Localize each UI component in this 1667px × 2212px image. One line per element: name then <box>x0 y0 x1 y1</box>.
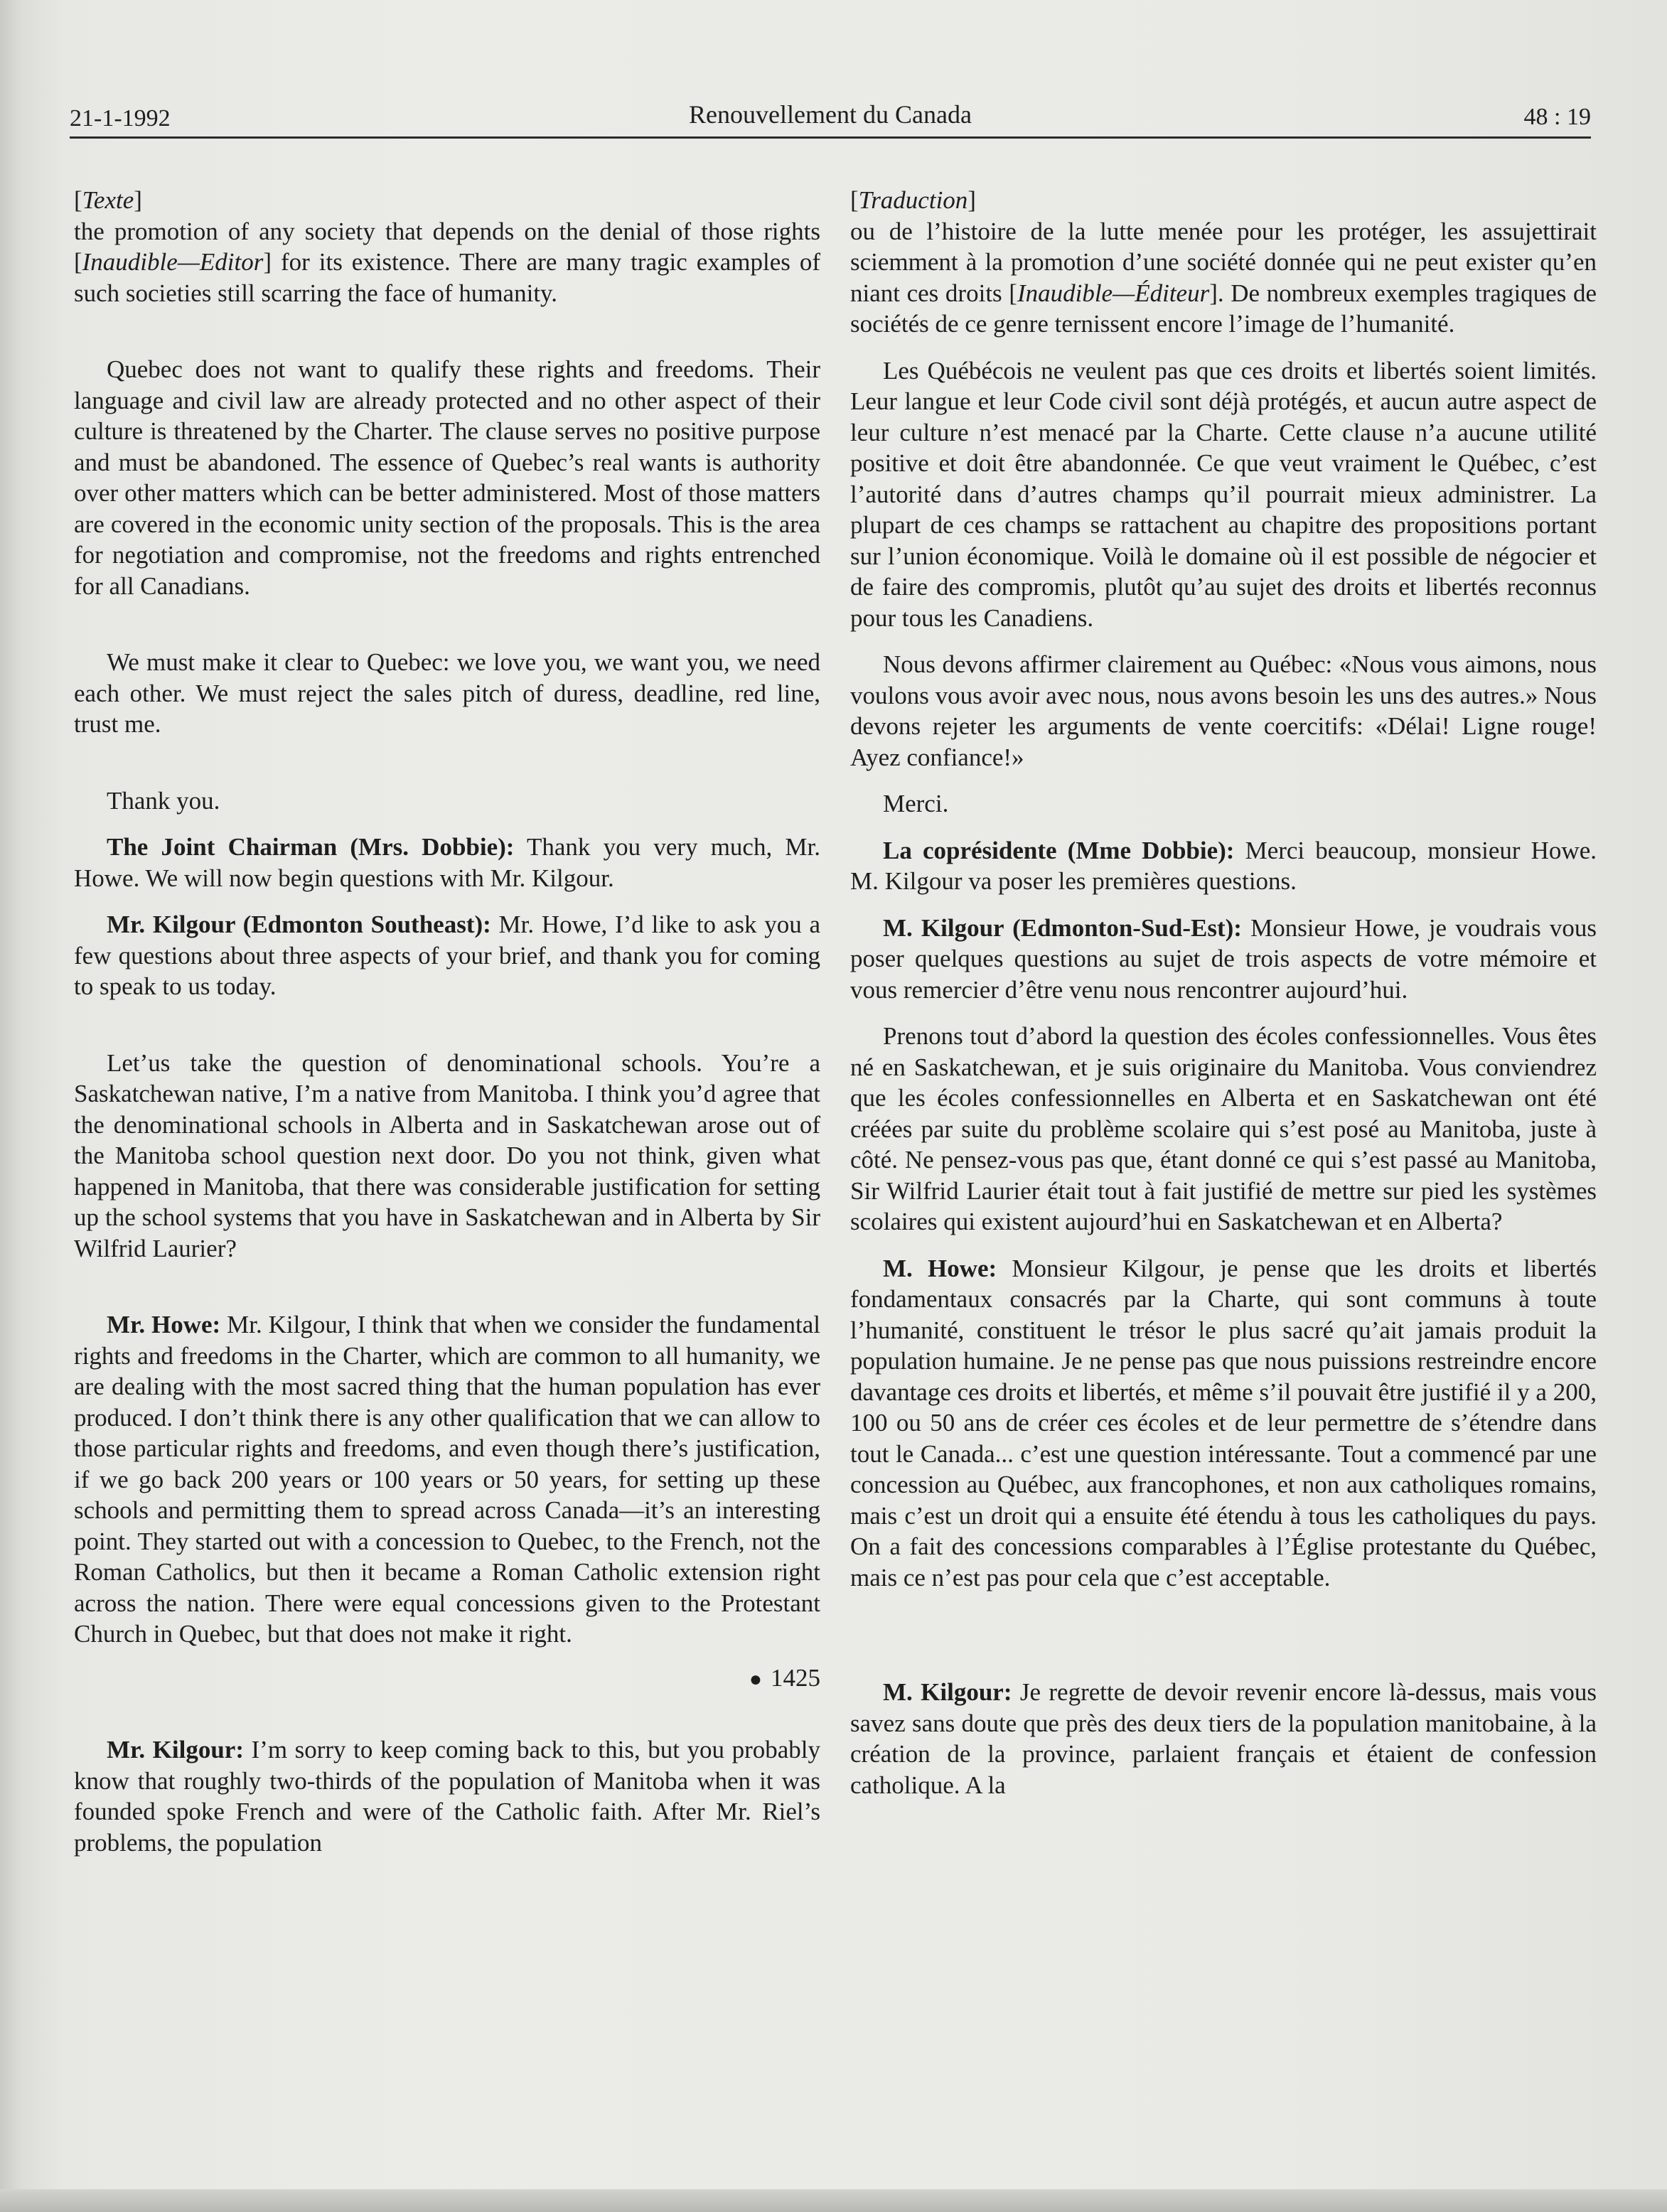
english-speaker-paragraph: Mr. Howe: Mr. Kilgour, I think that when we consider the fundamental rights and freedoms in the Charter, which are common to all humanity, we are dealing with the most sacred thing that the human population has ever produced. I don’t think there is any other qualification that we can allow to those particular rights and freedoms, and even though there’s justification, if we go back 200 years or 100 years or 50 years, for setting up these schools and permitting them to spread across Canada—it’s an interesting point. They started out with a concession to Quebec, to the French, not the Roman Catholics, but then it became a Roman Catholic extension right across the nation. There were equal concessions given to the Protestant Church in Quebec, but that does not make it right. <box>74 1311 820 1648</box>
french-speaker-paragraph: M. Howe: Monsieur Kilgour, je pense que les droits et libertés fondamentaux consacrés par la Charte, qui sont communs à toute l’humanité, constituent le trésor le plus sacré qu’ait jamais produit la population humaine. Je ne pense pas que nous puissions restreindre encore davantage ces droits et libertés, et même s’il pouvait être justifié il y a 200, 100 ou 50 ans de créer ces écoles et de leur permettre de s’étendre dans tout le Canada... c’est une question intéressante. Tout a commencé par une concession au Québec, aux francophones, et non aux catholiques romains, mais c’est un droit qui a ensuite été étendu à tous les catholiques du pays. On a fait des concessions comparables à l’Église protestante du Québec, mais ce n’est pas pour cela que c’est acceptable. <box>850 1254 1597 1591</box>
speaker-name: Mr. Kilgour: <box>107 1736 244 1763</box>
french-speaker-paragraph: M. Kilgour (Edmonton-Sud-Est): Monsieur Howe, je voudrais vous poser quelques questions au sujet de trois aspects de votre mémoire et vous remercier d’être venu nous rencontrer aujourd’hui. <box>850 913 1597 1004</box>
speaker-name: Mr. Kilgour (Edmonton Southeast): <box>107 911 491 938</box>
french-paragraph: Les Québécois ne veulent pas que ces droits et libertés soient limités. Leur langue et leur Code civil sont déjà protégés, et aucun autre aspect de leur culture n’est menacé par la Charte. Cette clause n’a aucune utilité positive et doit être abandonnée. Ce que veut vraiment le Québec, c’est l’autorité dans d’autres champs qu’il pourrait mieux administrer. La plupart de ces champs se rattachent au chapitre des propositions portant sur l’union économique. Voilà le domaine où il est possible de négocier et de faire des compromis, plutôt qu’au sujet des droits et libertés reconnus pour tous les Canadiens. <box>850 356 1597 632</box>
time-marker: ● 1425 <box>749 1663 820 1692</box>
speaker-name: La coprésidente (Mme Dobbie): <box>883 836 1235 864</box>
header-title: Renouvellement du Canada <box>689 100 972 129</box>
speaker-name: M. Kilgour (Edmonton-Sud-Est): <box>883 913 1242 942</box>
english-paragraph: We must make it clear to Quebec: we love you, we want you, we need each other. We must reject the sales pitch of duress, deadline, red line, trust me. <box>74 648 820 738</box>
french-language-tag: [Traduction] <box>850 186 976 214</box>
english-paragraph: Let’us take the question of denominational schools. You’re a Saskatchewan native, I’m a native from Manitoba. I think you’d agree that the denominational schools in Alberta and in Saskatchewan arose out of the Manitoba school question next door. Do you not think, given what happened in Manitoba, that there was considerable justification for setting up the school systems that you have in Saskatchewan and in Alberta by Sir Wilfrid Laurier? <box>74 1048 820 1262</box>
french-column <box>850 185 1597 1800</box>
french-speaker-paragraph: M. Kilgour: Je regrette de devoir revenir encore là-dessus, mais vous savez sans doute que près des deux tiers de la population manitobaine, à la création de la province, parlaient français et étaient de confession catholique. A la <box>850 1678 1597 1799</box>
english-paragraph: Thank you. <box>107 786 220 815</box>
english-paragraph: the promotion of any society that depends on the denial of those rights [Inaudible—Editor] for its existence. There are many tragic examples of such societies still scarring the face of humanity. <box>74 217 820 307</box>
french-speaker-paragraph: La coprésidente (Mme Dobbie): Merci beaucoup, monsieur Howe. M. Kilgour va poser les premières questions. <box>850 836 1597 895</box>
running-header <box>70 91 1591 139</box>
english-column <box>74 185 820 1858</box>
french-paragraph: Nous devons affirmer clairement au Québec: «Nous vous aimons, nous voulons vous avoir avec nous, nous avons besoin les uns des autres.» Nous devons rejeter les arguments de vente coercitifs: «Délai! Ligne rouge! Ayez confiance!» <box>850 650 1597 771</box>
english-language-tag: [Texte] <box>74 186 142 214</box>
english-speaker-paragraph: The Joint Chairman (Mrs. Dobbie): Thank you very much, Mr. Howe. We will now begin questions with Mr. Kilgour. <box>74 833 820 892</box>
speaker-name: The Joint Chairman (Mrs. Dobbie): <box>107 833 515 861</box>
speaker-name: Mr. Howe: <box>107 1311 221 1338</box>
speaker-name: M. Howe: <box>883 1254 997 1282</box>
header-date: 21-1-1992 <box>70 105 171 131</box>
english-speaker-paragraph: Mr. Kilgour (Edmonton Southeast): Mr. Howe, I’d like to ask you a few questions about three aspects of your brief, and thank you for coming to speak to us today. <box>74 911 820 1000</box>
speaker-name: M. Kilgour: <box>883 1678 1012 1706</box>
french-paragraph: Prenons tout d’abord la question des écoles confessionnelles. Vous êtes né en Saskatchewan, et je suis originaire du Manitoba. Vous conviendrez que les écoles confessionnelles en Alberta et en Saskatchewan ont été créées par suite du problème scolaire qui s’est posé au Manitoba, juste à côté. Ne pensez-vous pas que, étant donné ce qui s’est passé au Manitoba, Sir Wilfrid Laurier était tout à fait justifié de mettre sur pied les systèmes scolaires qui existent aujourd’hui en Saskatchewan et en Alberta? <box>850 1022 1597 1235</box>
french-paragraph: Merci. <box>883 790 949 817</box>
english-speaker-paragraph: Mr. Kilgour: I’m sorry to keep coming back to this, but you probably know that roughly two-thirds of the population of Manitoba when it was founded spoke French and were of the Catholic faith. After Mr. Riel’s problems, the population <box>74 1736 820 1857</box>
french-paragraph: ou de l’histoire de la lutte menée pour les protéger, les assujettirait sciemment à la promotion d’une société donnée qui ne peut exister qu’en niant ces droits [Inaudible—Éditeur]. De nombreux exemples tragiques de sociétés de ce genre ternissent encore l’image de l’humanité. <box>850 217 1597 338</box>
scan-bottom-edge <box>0 2189 1667 2212</box>
header-page-number: 48 : 19 <box>1523 104 1591 130</box>
bullet-icon: ● <box>749 1667 762 1691</box>
english-paragraph: Quebec does not want to qualify these rights and freedoms. Their language and civil law are already protected and no other aspect of their culture is threatened by the Charter. The clause serves no positive purpose and must be abandoned. The essence of Quebec’s real wants is authority over other matters which can be better administered. Most of those matters are covered in the economic unity section of the proposals. This is the area for negotiation and compromise, not the freedoms and rights entrenched for all Canadians. <box>74 355 820 600</box>
